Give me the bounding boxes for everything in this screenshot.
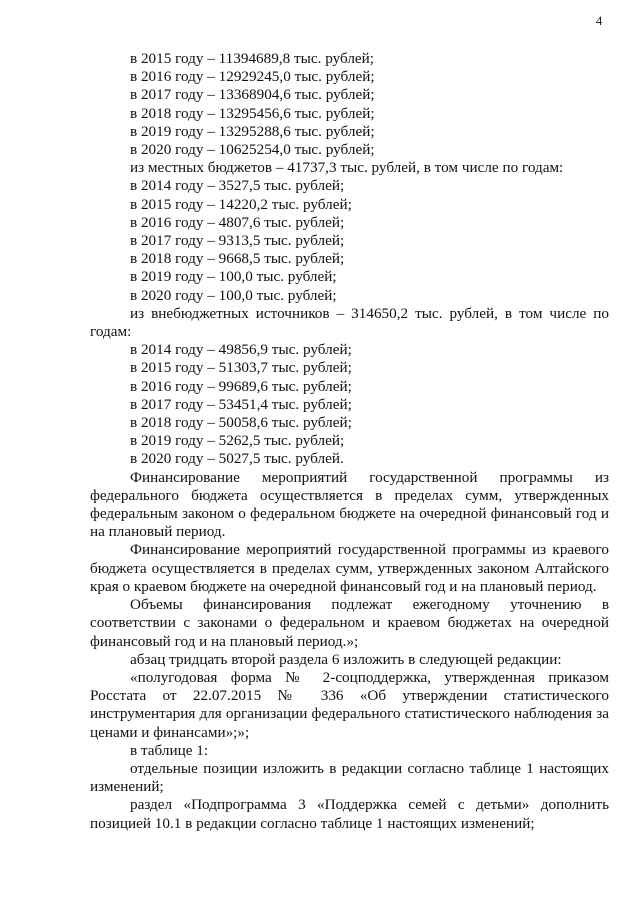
year-line: в 2016 году – 12929245,0 тыс. рублей; — [130, 68, 375, 86]
year-line: в 2015 году – 14220,2 тыс. рублей; — [130, 195, 352, 213]
paragraph-separate-positions: отдельные позиции изложить в редакции согласно таблице 1 настоящих изменений; — [90, 759, 609, 796]
year-line: в 2015 году – 51303,7 тыс. рублей; — [130, 359, 352, 377]
year-line: в 2018 году – 13295456,6 тыс. рублей; — [130, 104, 375, 122]
document-body — [90, 50, 609, 833]
year-line: в 2019 году – 13295288,6 тыс. рублей; — [130, 122, 375, 140]
year-line: в 2016 году – 4807,6 тыс. рублей; — [130, 213, 345, 231]
year-line: в 2017 году – 53451,4 тыс. рублей; — [130, 395, 352, 413]
year-line: в 2015 году – 11394689,8 тыс. рублей; — [130, 50, 375, 67]
year-line: в 2016 году – 99689,6 тыс. рублей; — [130, 377, 352, 395]
year-line: в 2020 году – 5027,5 тыс. рублей. — [130, 450, 344, 468]
year-line: в 2014 году – 3527,5 тыс. рублей; — [130, 177, 345, 195]
year-line: в 2020 году – 10625254,0 тыс. рублей; — [130, 141, 375, 159]
extrabudget-header: из внебюджетных источников – 314650,2 тыс. рублей, в том числе по годам: — [90, 304, 609, 341]
paragraph-rosstat-form: «полугодовая форма № 2-соцподдержка, утвержденная приказом Росстата от 22.07.2015 № 336 «Об утверждении статистического инструментария для организации федерального статистического наблюдения за ценами и финансами»;»; — [90, 668, 609, 741]
year-line: в 2018 году – 9668,5 тыс. рублей; — [130, 250, 345, 268]
year-line: в 2018 году – 50058,6 тыс. рублей; — [130, 414, 352, 432]
paragraph-table1: в таблице 1: — [130, 741, 209, 759]
paragraph-financing-volumes: Объемы финансирования подлежат ежегодному уточнению в соответствии с законами о федеральном и краевом бюджетах на очередной финансовый год и на плановый период.»; — [90, 596, 609, 650]
year-line: в 2017 году – 9313,5 тыс. рублей; — [130, 232, 345, 250]
local-budgets-header: из местных бюджетов – 41737,3 тыс. рублей, в том числе по годам: — [130, 159, 564, 177]
paragraph-regional-financing: Финансирование мероприятий государственной программы из краевого бюджета осуществляется в пределах сумм, утвержденных законом Алтайского края о краевом бюджете на очередной финансовый год и на плановый период. — [90, 541, 609, 595]
year-line: в 2020 году – 100,0 тыс. рублей; — [130, 286, 337, 304]
paragraph-section6-amendment: абзац тридцать второй раздела 6 изложить в следующей редакции: — [130, 650, 562, 668]
year-line: в 2019 году – 5262,5 тыс. рублей; — [130, 432, 345, 450]
year-line: в 2014 году – 49856,9 тыс. рублей; — [130, 341, 352, 359]
paragraph-subprogram3: раздел «Подпрограмма 3 «Поддержка семей с детьми» дополнить позицией 10.1 в редакции согласно таблице 1 настоящих изменений; — [90, 796, 609, 832]
year-line: в 2019 году – 100,0 тыс. рублей; — [130, 268, 337, 286]
paragraph-federal-financing: Финансирование мероприятий государственной программы из федерального бюджета осуществляется в пределах сумм, утвержденных федеральным законом о федеральном бюджете на очередной финансовый год и на плановый период. — [90, 468, 609, 541]
page-number: 4 — [596, 14, 603, 28]
year-line: в 2017 году – 13368904,6 тыс. рублей; — [130, 86, 375, 104]
